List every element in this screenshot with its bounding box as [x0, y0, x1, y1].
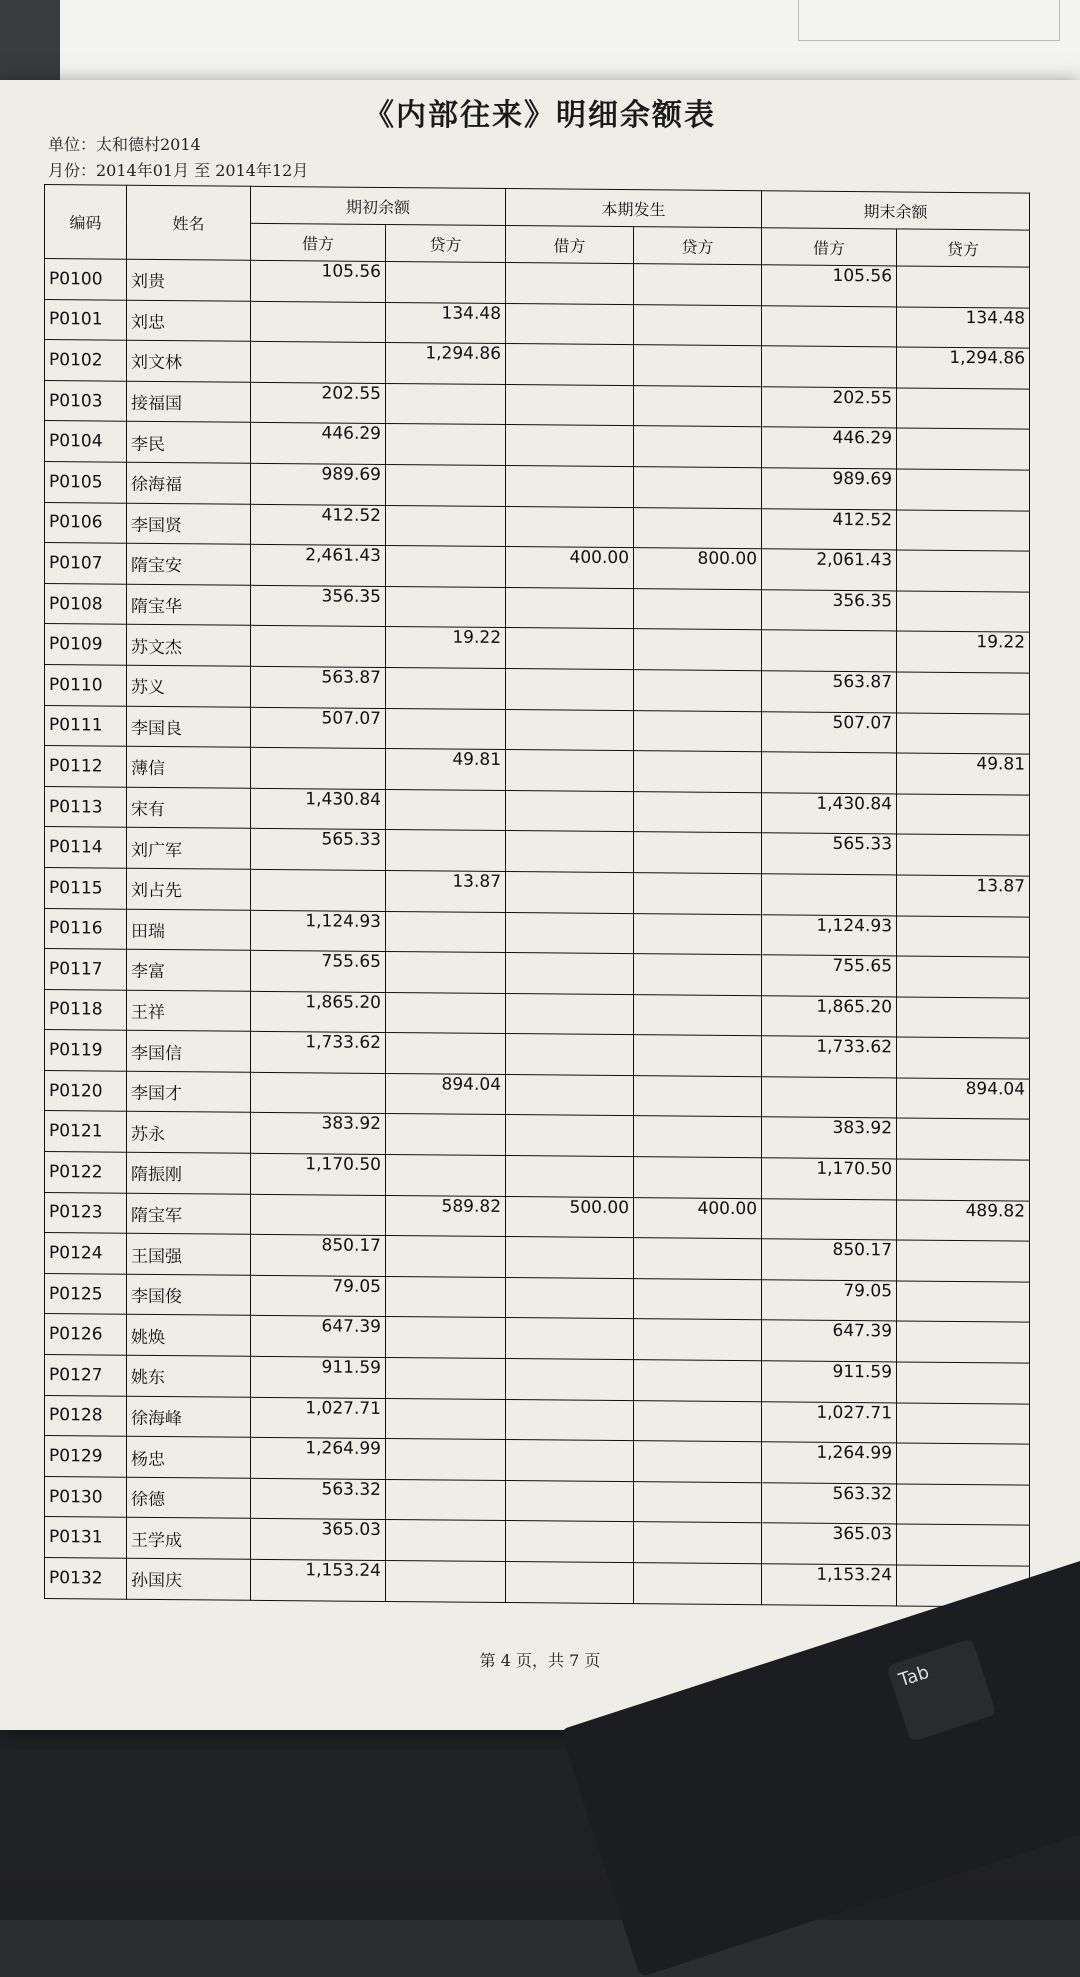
cell-closing-credit	[897, 1037, 1030, 1079]
cell-current-credit	[634, 345, 762, 387]
cell-opening-credit	[386, 383, 506, 425]
cell-current-credit	[634, 873, 762, 915]
cell-code: P0105	[45, 461, 127, 502]
cell-closing-credit	[897, 794, 1030, 836]
cell-current-debit: 500.00	[506, 1196, 634, 1238]
cell-opening-debit: 383.92	[251, 1113, 386, 1155]
cell-closing-debit	[762, 630, 897, 672]
cell-name: 苏文杰	[127, 625, 251, 667]
cell-opening-credit	[386, 1317, 506, 1359]
page-footer: 第 4 页，共 7 页	[479, 1651, 601, 1670]
cell-closing-debit: 647.39	[762, 1320, 897, 1362]
cell-current-debit	[506, 1237, 634, 1279]
cell-opening-debit: 412.52	[251, 504, 386, 546]
cell-opening-debit: 911.59	[251, 1356, 386, 1398]
cell-closing-credit	[897, 388, 1030, 430]
cell-name: 隋振刚	[127, 1152, 251, 1194]
cell-code: P0121	[45, 1111, 127, 1152]
cell-opening-credit	[386, 1155, 506, 1197]
cell-closing-debit	[762, 346, 897, 388]
cell-opening-credit	[386, 1276, 506, 1318]
cell-code: P0112	[45, 746, 127, 787]
cell-opening-credit	[386, 708, 506, 750]
cell-opening-debit: 105.56	[251, 260, 386, 302]
cell-name: 李国才	[127, 1071, 251, 1113]
cell-opening-debit: 1,264.99	[251, 1438, 386, 1480]
cell-current-debit	[506, 709, 634, 751]
cell-current-credit	[634, 1319, 762, 1361]
cell-closing-debit: 563.87	[762, 671, 897, 713]
cell-current-credit	[634, 913, 762, 955]
cell-opening-debit: 989.69	[251, 463, 386, 505]
cell-code: P0107	[45, 543, 127, 584]
cell-code: P0111	[45, 705, 127, 746]
cell-opening-debit: 2,461.43	[251, 544, 386, 586]
cell-opening-credit: 1,294.86	[386, 343, 506, 385]
cell-code: P0103	[45, 380, 127, 421]
cell-closing-credit	[897, 1240, 1030, 1282]
cell-closing-debit: 755.65	[762, 955, 897, 997]
cell-name: 徐德	[127, 1477, 251, 1519]
cell-closing-debit: 446.29	[762, 427, 897, 469]
cell-current-credit	[634, 507, 762, 549]
cell-opening-credit: 49.81	[386, 749, 506, 791]
cell-closing-credit: 1,294.86	[897, 347, 1030, 389]
cell-current-credit	[634, 751, 762, 793]
cell-closing-credit: 894.04	[897, 1078, 1030, 1120]
header-closing-credit: 贷方	[897, 229, 1030, 267]
cell-closing-debit: 79.05	[762, 1280, 897, 1322]
cell-current-credit	[634, 1116, 762, 1158]
cell-current-credit	[634, 832, 762, 874]
cell-closing-debit: 1,430.84	[762, 792, 897, 834]
cell-current-debit	[506, 1359, 634, 1401]
cell-closing-credit	[897, 672, 1030, 714]
cell-opening-debit	[251, 341, 386, 383]
cell-current-debit	[506, 1480, 634, 1522]
cell-current-debit	[506, 1521, 634, 1563]
cell-closing-credit	[897, 956, 1030, 998]
cell-current-debit	[506, 1440, 634, 1482]
header-current-credit: 贷方	[634, 227, 762, 265]
cell-closing-debit	[762, 874, 897, 916]
cell-current-debit	[506, 1562, 634, 1604]
cell-current-debit	[506, 263, 634, 305]
cell-code: P0129	[45, 1436, 127, 1477]
tab-key: Tab	[886, 1638, 996, 1742]
cell-closing-credit	[897, 915, 1030, 957]
cell-closing-credit	[897, 1362, 1030, 1404]
cell-closing-debit: 850.17	[762, 1239, 897, 1281]
cell-current-credit	[634, 264, 762, 306]
cell-opening-debit: 850.17	[251, 1235, 386, 1277]
cell-opening-debit	[251, 1194, 386, 1236]
cell-closing-debit: 989.69	[762, 468, 897, 510]
cell-opening-credit	[386, 992, 506, 1034]
cell-opening-debit: 446.29	[251, 423, 386, 465]
cell-name: 李富	[127, 949, 251, 991]
cell-name: 李国贤	[127, 503, 251, 545]
cell-opening-credit: 589.82	[386, 1195, 506, 1237]
cell-current-debit	[506, 993, 634, 1035]
cell-closing-credit	[897, 1321, 1030, 1363]
cell-code: P0126	[45, 1314, 127, 1355]
cell-opening-debit: 1,170.50	[251, 1153, 386, 1195]
cell-opening-credit	[386, 261, 506, 303]
cell-name: 李国俊	[127, 1274, 251, 1316]
cell-opening-credit	[386, 1114, 506, 1156]
cell-closing-debit: 412.52	[762, 508, 897, 550]
cell-code: P0130	[45, 1476, 127, 1517]
cell-closing-credit	[897, 1524, 1030, 1566]
cell-closing-credit: 49.81	[897, 753, 1030, 795]
header-opening-credit: 贷方	[386, 224, 506, 262]
cell-code: P0132	[45, 1558, 127, 1599]
cell-closing-debit: 383.92	[762, 1117, 897, 1159]
table-body	[45, 259, 1030, 1607]
cell-current-credit	[634, 1522, 762, 1564]
cell-closing-debit	[762, 1077, 897, 1119]
cell-current-credit	[634, 791, 762, 833]
cell-code: P0125	[45, 1273, 127, 1314]
cell-opening-credit	[386, 789, 506, 831]
cell-opening-credit	[386, 424, 506, 466]
cell-closing-credit	[897, 1281, 1030, 1323]
cell-opening-credit	[386, 1479, 506, 1521]
cell-current-debit	[506, 1115, 634, 1157]
cell-opening-debit: 755.65	[251, 950, 386, 992]
cell-opening-credit	[386, 464, 506, 506]
cell-opening-debit: 563.87	[251, 666, 386, 708]
cell-code: P0115	[45, 867, 127, 908]
cell-closing-debit	[762, 1198, 897, 1240]
cell-current-debit	[506, 1156, 634, 1198]
cell-closing-credit	[897, 1443, 1030, 1485]
cell-current-debit	[506, 1034, 634, 1076]
cell-opening-debit	[251, 747, 386, 789]
cell-current-credit	[634, 467, 762, 509]
cell-current-credit	[634, 710, 762, 752]
cell-code: P0123	[45, 1192, 127, 1233]
cell-current-credit	[634, 1157, 762, 1199]
cell-name: 接福国	[127, 381, 251, 423]
cell-opening-debit	[251, 1072, 386, 1114]
cell-opening-credit	[386, 1358, 506, 1400]
cell-name: 刘忠	[127, 300, 251, 342]
cell-code: P0124	[45, 1233, 127, 1274]
cell-opening-credit	[386, 830, 506, 872]
cell-current-debit	[506, 1399, 634, 1441]
cell-current-debit	[506, 750, 634, 792]
header-current-debit: 借方	[506, 226, 634, 264]
cell-closing-debit: 356.35	[762, 590, 897, 632]
cell-name: 王祥	[127, 990, 251, 1032]
cell-opening-credit: 894.04	[386, 1073, 506, 1115]
cell-name: 刘贵	[127, 259, 251, 301]
cell-closing-credit: 19.22	[897, 631, 1030, 673]
cell-current-debit	[506, 953, 634, 995]
cell-current-credit	[634, 1360, 762, 1402]
cell-name: 隋宝军	[127, 1193, 251, 1235]
cell-opening-debit: 1,865.20	[251, 991, 386, 1033]
cell-opening-debit: 356.35	[251, 585, 386, 627]
cell-name: 杨忠	[127, 1436, 251, 1478]
cell-closing-debit: 1,124.93	[762, 914, 897, 956]
cell-closing-credit	[897, 266, 1030, 308]
cell-opening-debit	[251, 626, 386, 668]
cell-closing-credit: 13.87	[897, 875, 1030, 917]
cell-current-debit	[506, 425, 634, 467]
cell-closing-debit: 911.59	[762, 1361, 897, 1403]
cell-opening-credit	[386, 911, 506, 953]
cell-closing-credit	[897, 1484, 1030, 1526]
cell-closing-debit: 105.56	[762, 265, 897, 307]
cell-current-debit	[506, 790, 634, 832]
cell-closing-credit: 134.48	[897, 307, 1030, 349]
cell-current-credit	[634, 1563, 762, 1605]
cell-opening-credit	[386, 1439, 506, 1481]
cell-opening-debit: 1,153.24	[251, 1559, 386, 1601]
cell-name: 薄信	[127, 746, 251, 788]
cell-current-credit	[634, 1238, 762, 1280]
cell-current-debit	[506, 506, 634, 548]
cell-current-debit	[506, 831, 634, 873]
cell-code: P0127	[45, 1355, 127, 1396]
cell-current-debit	[506, 871, 634, 913]
cell-name: 刘占先	[127, 868, 251, 910]
cell-code: P0106	[45, 502, 127, 543]
cell-current-credit: 400.00	[634, 1197, 762, 1239]
cell-opening-credit	[386, 952, 506, 994]
cell-closing-debit: 365.03	[762, 1523, 897, 1565]
cell-code: P0102	[45, 340, 127, 381]
cell-opening-debit: 1,733.62	[251, 1032, 386, 1074]
cell-opening-credit: 13.87	[386, 870, 506, 912]
cell-closing-credit	[897, 428, 1030, 470]
cell-closing-credit	[897, 510, 1030, 552]
cell-closing-debit	[762, 752, 897, 794]
cell-name: 李国信	[127, 1031, 251, 1073]
cell-name: 姚焕	[127, 1315, 251, 1357]
cell-closing-credit	[897, 712, 1030, 754]
cell-name: 宋有	[127, 787, 251, 829]
cell-current-debit	[506, 303, 634, 345]
cell-closing-debit: 202.55	[762, 387, 897, 429]
cell-code: P0109	[45, 624, 127, 665]
cell-current-credit	[634, 588, 762, 630]
cell-closing-debit: 1,865.20	[762, 995, 897, 1037]
cell-closing-debit: 1,153.24	[762, 1564, 897, 1606]
cell-code: P0113	[45, 786, 127, 827]
cell-closing-credit	[897, 1403, 1030, 1445]
cell-name: 苏义	[127, 665, 251, 707]
cell-current-credit	[634, 1400, 762, 1442]
cell-current-debit	[506, 587, 634, 629]
cell-name: 隋宝华	[127, 584, 251, 626]
background-sheet-box	[798, 0, 1060, 41]
cell-opening-debit: 565.33	[251, 829, 386, 871]
cell-code: P0128	[45, 1395, 127, 1436]
cell-opening-debit: 1,124.93	[251, 910, 386, 952]
cell-name: 隋宝安	[127, 543, 251, 585]
cell-current-debit	[506, 384, 634, 426]
cell-opening-debit: 365.03	[251, 1519, 386, 1561]
cell-closing-credit	[897, 591, 1030, 633]
cell-closing-credit	[897, 469, 1030, 511]
table-header	[45, 185, 1030, 268]
cell-current-credit	[634, 385, 762, 427]
cell-code: P0119	[45, 1030, 127, 1071]
cell-opening-credit	[386, 667, 506, 709]
cell-current-credit	[634, 304, 762, 346]
header-code: 编码	[45, 185, 127, 260]
cell-code: P0114	[45, 827, 127, 868]
cell-current-credit	[634, 994, 762, 1036]
cell-opening-credit	[386, 1236, 506, 1278]
cell-current-debit	[506, 1277, 634, 1319]
header-closing-balance: 期末余额	[762, 191, 1030, 230]
cell-code: P0117	[45, 949, 127, 990]
cell-current-credit	[634, 426, 762, 468]
ledger-page	[0, 80, 1080, 1730]
cell-current-debit	[506, 1074, 634, 1116]
cell-code: P0101	[45, 299, 127, 340]
cell-code: P0110	[45, 664, 127, 705]
cell-name: 苏永	[127, 1112, 251, 1154]
cell-closing-credit	[897, 1118, 1030, 1160]
cell-name: 王学成	[127, 1518, 251, 1560]
cell-name: 徐海福	[127, 462, 251, 504]
cell-opening-credit	[386, 1520, 506, 1562]
cell-code: P0131	[45, 1517, 127, 1558]
cell-code: P0118	[45, 989, 127, 1030]
cell-opening-debit	[251, 869, 386, 911]
cell-closing-credit	[897, 1159, 1030, 1201]
cell-opening-credit	[386, 586, 506, 628]
balance-table	[44, 184, 1030, 1607]
cell-code: P0100	[45, 259, 127, 300]
cell-closing-credit	[897, 550, 1030, 592]
month-range-label: 月份：2014年01月 至 2014年12月	[48, 161, 309, 180]
cell-closing-debit: 565.33	[762, 833, 897, 875]
cell-current-credit	[634, 1035, 762, 1077]
cell-opening-debit: 1,027.71	[251, 1397, 386, 1439]
cell-opening-debit: 563.32	[251, 1478, 386, 1520]
cell-opening-debit: 79.05	[251, 1275, 386, 1317]
header-opening-balance: 期初余额	[251, 186, 506, 225]
cell-closing-debit: 507.07	[762, 711, 897, 753]
cell-current-debit: 400.00	[506, 547, 634, 589]
cell-current-credit	[634, 1441, 762, 1483]
cell-code: P0122	[45, 1152, 127, 1193]
cell-code: P0108	[45, 583, 127, 624]
document-title: 《内部往来》明细余额表	[364, 98, 716, 133]
cell-current-credit	[634, 670, 762, 712]
header-closing-debit: 借方	[762, 228, 897, 266]
cell-closing-debit: 1,733.62	[762, 1036, 897, 1078]
cell-closing-debit: 1,264.99	[762, 1442, 897, 1484]
cell-opening-credit: 19.22	[386, 627, 506, 669]
cell-name: 刘广军	[127, 828, 251, 870]
cell-current-credit	[634, 1481, 762, 1523]
cell-closing-credit	[897, 997, 1030, 1039]
header-current-period: 本期发生	[506, 189, 762, 228]
header-opening-debit: 借方	[251, 223, 386, 261]
cell-current-debit	[506, 912, 634, 954]
cell-name: 李民	[127, 422, 251, 464]
cell-closing-debit: 1,170.50	[762, 1158, 897, 1200]
cell-closing-debit: 563.32	[762, 1483, 897, 1525]
cell-current-credit: 800.00	[634, 548, 762, 590]
cell-opening-credit	[386, 546, 506, 588]
cell-name: 田瑞	[127, 909, 251, 951]
cell-opening-debit: 647.39	[251, 1316, 386, 1358]
cell-current-debit	[506, 344, 634, 386]
cell-current-debit	[506, 668, 634, 710]
cell-name: 刘文林	[127, 340, 251, 382]
unit-label: 单位：太和德村2014	[48, 135, 201, 154]
cell-closing-credit	[897, 834, 1030, 876]
cell-name: 李国良	[127, 706, 251, 748]
cell-closing-debit: 1,027.71	[762, 1401, 897, 1443]
cell-closing-debit	[762, 305, 897, 347]
table-row	[45, 1558, 1030, 1607]
cell-opening-credit	[386, 1033, 506, 1075]
cell-closing-credit: 489.82	[897, 1200, 1030, 1242]
cell-opening-debit: 1,430.84	[251, 788, 386, 830]
cell-opening-credit	[386, 1398, 506, 1440]
cell-opening-credit: 134.48	[386, 302, 506, 344]
cell-name: 王国强	[127, 1233, 251, 1275]
cell-closing-debit: 2,061.43	[762, 549, 897, 591]
cell-code: P0116	[45, 908, 127, 949]
cell-name: 徐海峰	[127, 1396, 251, 1438]
cell-current-credit	[634, 629, 762, 671]
cell-current-debit	[506, 1318, 634, 1360]
cell-code: P0120	[45, 1070, 127, 1111]
cell-opening-debit: 202.55	[251, 382, 386, 424]
cell-opening-debit: 507.07	[251, 707, 386, 749]
cell-current-credit	[634, 1278, 762, 1320]
header-name: 姓名	[127, 185, 251, 260]
cell-name: 姚东	[127, 1355, 251, 1397]
cell-opening-credit	[386, 505, 506, 547]
cell-code: P0104	[45, 421, 127, 462]
cell-current-credit	[634, 1076, 762, 1118]
cell-current-debit	[506, 628, 634, 670]
cell-opening-debit	[251, 301, 386, 343]
cell-name: 孙国庆	[127, 1558, 251, 1600]
cell-current-debit	[506, 465, 634, 507]
cell-current-credit	[634, 954, 762, 996]
cell-opening-credit	[386, 1560, 506, 1602]
